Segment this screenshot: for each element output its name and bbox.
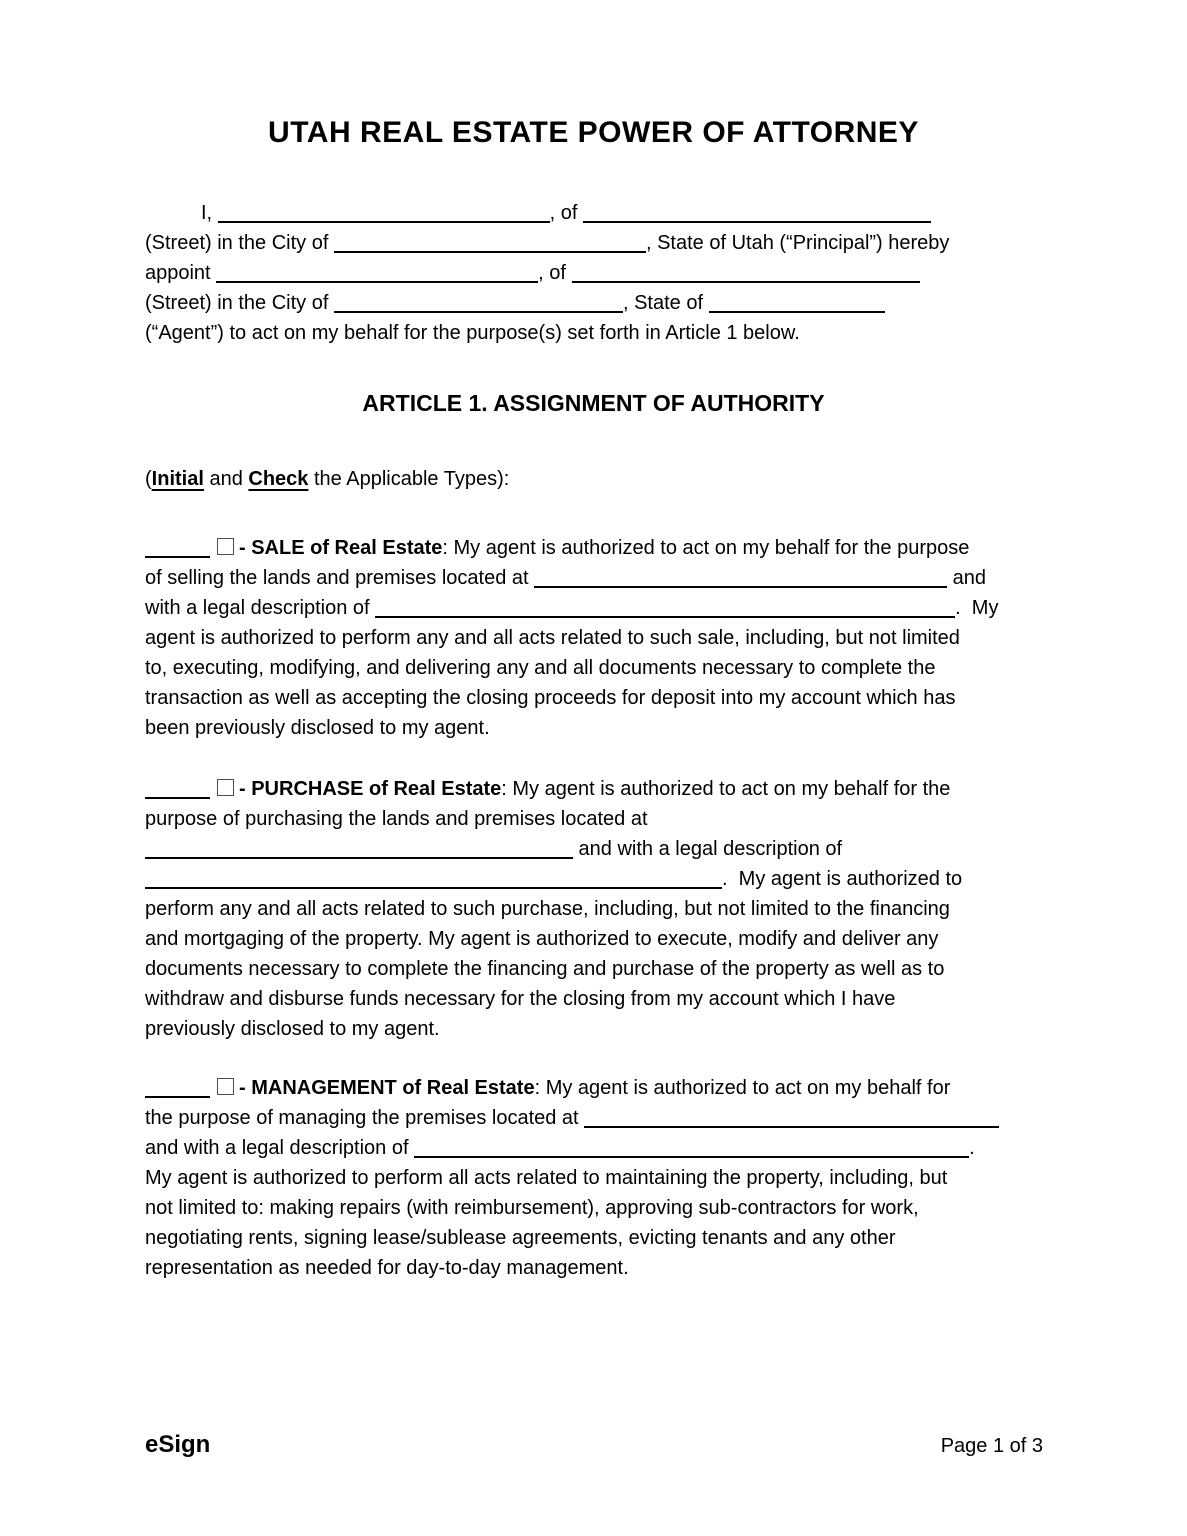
text-run: previously disclosed to my agent. (145, 1018, 440, 1040)
text-run: , of (538, 262, 572, 284)
management-paragraph (145, 1073, 1065, 1283)
text-run: with a legal description of (145, 597, 376, 619)
text-run: negotiating rents, signing lease/sublease agreements, evicting tenants and any other (145, 1227, 896, 1249)
text-run: . My agent is authorized to (722, 868, 963, 890)
text-run: (“Agent”) to act on my behalf for the purpose(s) set forth in Article 1 below. (145, 322, 800, 344)
text-run: and (203, 468, 249, 490)
purchase-paragraph (145, 774, 1065, 1044)
agent-city-blank[interactable] (334, 295, 623, 313)
text-line (145, 834, 1065, 864)
principal-city-blank[interactable] (334, 235, 646, 253)
text-run: agent is authorized to perform any and all acts related to such sale, including, but not limited (145, 627, 960, 649)
text-run: purpose of purchasing the lands and premises located at (145, 808, 648, 830)
sale-address-blank[interactable] (534, 570, 947, 588)
text-line (145, 924, 1065, 954)
text-run: . My (955, 597, 999, 619)
text-run: of selling the lands and premises located at (145, 567, 535, 589)
text-line (145, 1133, 1065, 1163)
text-line (145, 864, 1065, 894)
sale-checkbox[interactable] (217, 538, 234, 555)
text-run: . (969, 1137, 975, 1159)
text-run: I, (201, 202, 218, 224)
agent-street-blank[interactable] (572, 265, 920, 283)
text-run: and with a legal description of (145, 1137, 415, 1159)
agent-state-blank[interactable] (709, 295, 885, 313)
article1-heading: ARTICLE 1. ASSIGNMENT OF AUTHORITY (362, 390, 825, 416)
text-run: been previously disclosed to my agent. (145, 717, 490, 739)
esign-logo: eSign (145, 1431, 211, 1458)
management-label: - MANAGEMENT of Real Estate (239, 1077, 535, 1099)
text-line (145, 198, 1065, 228)
text-line (145, 804, 1065, 834)
text-run: not limited to: making repairs (with reimbursement), approving sub-contractors for work, (145, 1197, 919, 1219)
sale-label: - SALE of Real Estate (239, 537, 443, 559)
purchase-legal-description-blank[interactable] (145, 871, 722, 889)
text-run: , of (549, 202, 584, 224)
text-line (145, 258, 1065, 288)
text-line (145, 563, 1065, 593)
document-title: UTAH REAL ESTATE POWER OF ATTORNEY (268, 116, 919, 149)
text-run: , State of (622, 292, 709, 314)
text-line (145, 894, 1065, 924)
text-run: (Street) in the City of (145, 232, 334, 254)
text-line (145, 954, 1065, 984)
management-initials-blank[interactable] (145, 1080, 210, 1098)
text-run: withdraw and disburse funds necessary for the closing from my account which I have (145, 988, 896, 1010)
intro-paragraph (145, 198, 1065, 348)
purchase-address-blank[interactable] (145, 841, 573, 859)
text-line (145, 683, 1065, 713)
text-line (145, 1014, 1065, 1044)
text-line (145, 1163, 1065, 1193)
text-line (145, 533, 1065, 563)
text-run: perform any and all acts related to such purchase, including, but not limited to the financing (145, 898, 950, 920)
management-checkbox[interactable] (217, 1078, 234, 1095)
text-run: : My agent is authorized to act on my behalf for the (501, 778, 951, 800)
text-run: : My agent is authorized to act on my behalf for the purpose (442, 537, 970, 559)
text-line (145, 318, 1065, 348)
text-run: (Street) in the City of (145, 292, 334, 314)
text-line (145, 774, 1065, 804)
text-line (145, 228, 1065, 258)
management-legal-description-blank[interactable] (414, 1140, 969, 1158)
text-line (145, 1103, 1065, 1133)
text-run: appoint (145, 262, 217, 284)
purchase-checkbox[interactable] (217, 779, 234, 796)
text-line (145, 1223, 1065, 1253)
text-run: , State of Utah (“Principal”) hereby (645, 232, 950, 254)
instruction-line (145, 464, 1065, 494)
text-run: the purpose of managing the premises located at (145, 1107, 585, 1129)
text-run: representation as needed for day-to-day management. (145, 1257, 629, 1279)
text-run: transaction as well as accepting the closing proceeds for deposit into my account which has (145, 687, 956, 709)
text-run: Check (248, 468, 309, 490)
principal-street-blank[interactable] (583, 205, 931, 223)
text-line (145, 653, 1065, 683)
text-run: to, executing, modifying, and delivering any and all documents necessary to complete the (145, 657, 936, 679)
text-line (145, 984, 1065, 1014)
principal-name-blank[interactable] (218, 205, 550, 223)
text-run: My agent is authorized to perform all acts related to maintaining the property, including, but (145, 1167, 948, 1189)
text-line (145, 1193, 1065, 1223)
text-line (145, 464, 1065, 494)
text-run: ( (145, 468, 152, 490)
purchase-label: - PURCHASE of Real Estate (239, 778, 502, 800)
page-indicator: Page 1 of 3 (940, 1435, 1043, 1457)
agent-name-blank[interactable] (216, 265, 538, 283)
text-run: documents necessary to complete the financing and purchase of the property as well as to (145, 958, 945, 980)
text-run: and (947, 567, 987, 589)
text-line (145, 623, 1065, 653)
text-line (145, 288, 1065, 318)
text-run: : My agent is authorized to act on my behalf for (534, 1077, 951, 1099)
sale-legal-description-blank[interactable] (375, 600, 955, 618)
text-line (145, 1073, 1065, 1103)
text-run: the Applicable Types): (308, 468, 510, 490)
text-line (145, 713, 1065, 743)
sale-paragraph (145, 533, 1065, 743)
text-line (145, 1253, 1065, 1283)
management-address-blank[interactable] (584, 1110, 999, 1128)
text-run: and mortgaging of the property. My agent is authorized to execute, modify and deliver any (145, 928, 939, 950)
purchase-initials-blank[interactable] (145, 781, 210, 799)
text-run: Initial (151, 468, 204, 490)
text-run: and with a legal description of (573, 838, 843, 860)
page-footer (145, 1431, 1043, 1459)
text-line (145, 593, 1065, 623)
sale-initials-blank[interactable] (145, 540, 210, 558)
